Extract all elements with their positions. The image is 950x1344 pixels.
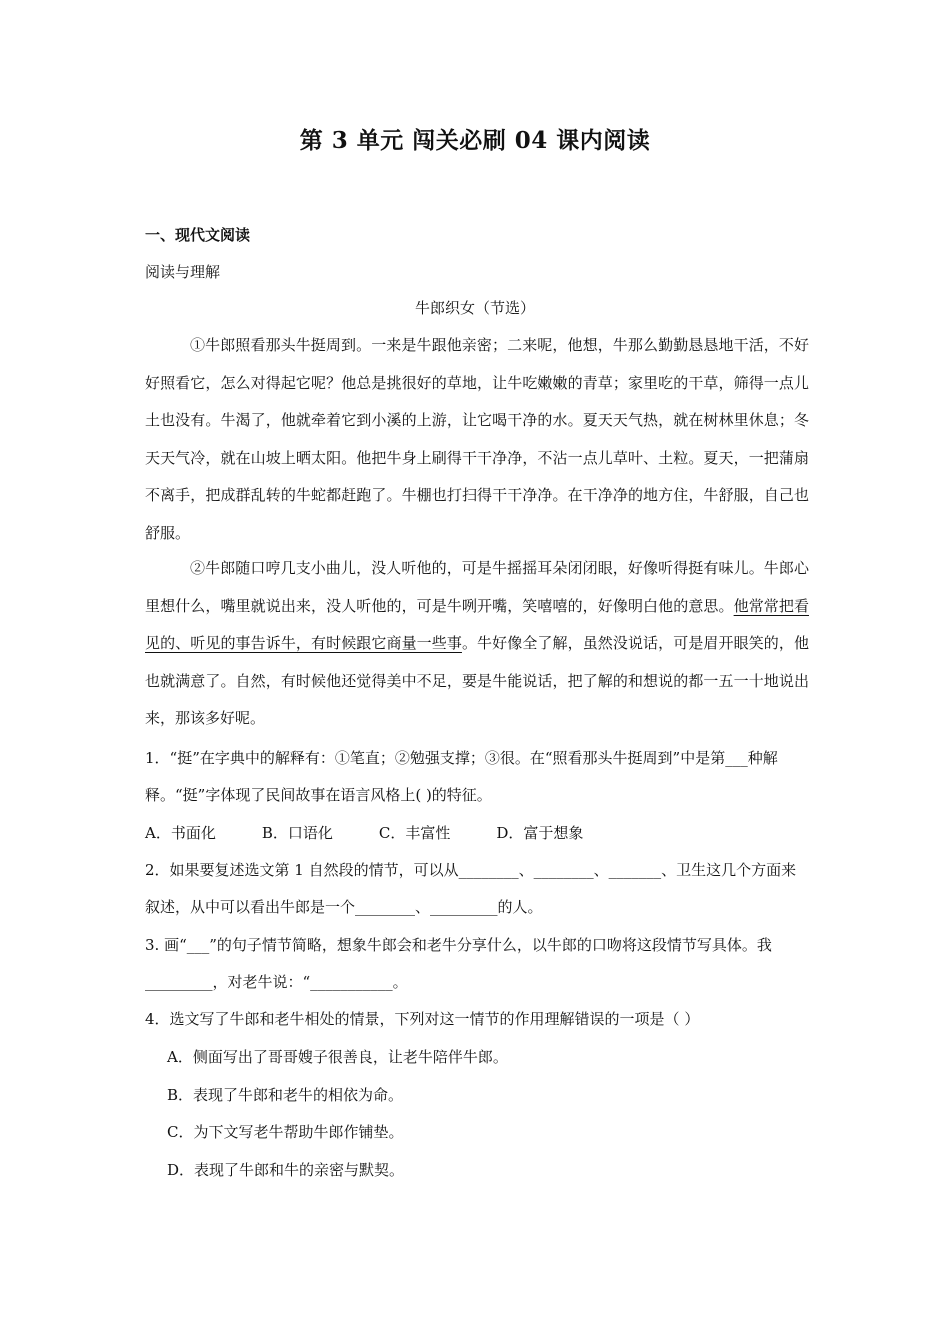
underlined-sentence: 他常常把看见的、听见的事告诉牛，有时候跟它商量一些事 xyxy=(145,596,809,652)
paragraph-2-text-end: 。牛好像全了解，虽然没说话，可是眉开眼笑的，他也就满意了。自然，有时候他还觉得美中不足，要是牛能说话，把了解的和想说的都一五一十地说出来，那该多好呢。 xyxy=(145,634,809,727)
q1-option-b: B．口语化 xyxy=(261,824,333,842)
paragraph-2-text-start: ②牛郎随口哼几支小曲儿，没人听他的，可是牛摇摇耳朵闭闭眼，好像听得挺有味儿。牛郎心里想什么，嘴里就说出来，没人听他的，可是牛咧开嘴，笑嘻嘻的，好像明白他的意思。 xyxy=(145,559,809,615)
passage-paragraph-1: ①牛郎照看那头牛挺周到。一来是牛跟他亲密；二来呢，他想，牛那么勤勤恳恳地干活，不好好照看它，怎么对得起它呢？他总是挑很好的草地，让牛吃嫩嫩的青草；家里吃的干草，筛得一点儿土也没有。牛渴了，他就牵着它到小溪的上游，让它喝干净的水。夏天天气热，就在树林里休息；冬天天气冷，就在山坡上晒太阳。他把牛身上刷得干干净净，不沾一点儿草叶、土粒。夏天，一把蒲扇不离手，把成群乱转的牛蛇都赶跑了。牛棚也打扫得干干净净。在干净净的地方住，牛舒服，自己也舒服。 xyxy=(145,336,809,542)
q1-option-c: C．丰富性 xyxy=(378,824,451,842)
section-heading: 一、现代文阅读 xyxy=(145,226,251,244)
page-title: 第 3 单元 闯关必刷 04 课内阅读 xyxy=(299,127,651,154)
question-2: 2．如果要复述选文第 1 自然段的情节，可以从________、________、_______、卫生这几个方面来叙述，从中可以看出牛郎是一个________、_________的人。 xyxy=(145,861,797,916)
question-4: 4．选文写了牛郎和老牛相处的情景，下列对这一情节的作用理解错误的一项是（ ） xyxy=(145,1010,700,1028)
q4-option-c: C．为下文写老牛帮助牛郎作铺垫。 xyxy=(167,1123,404,1141)
question-1-options xyxy=(145,815,809,852)
q4-option-a: A．侧面写出了哥哥嫂子很善良，让老牛陪伴牛郎。 xyxy=(167,1048,508,1066)
passage-paragraph-2 xyxy=(145,550,809,738)
subheading: 阅读与理解 xyxy=(145,263,221,281)
passage-title: 牛郎织女（节选） xyxy=(414,299,535,317)
q4-option-d: D．表现了牛郎和牛的亲密与默契。 xyxy=(167,1161,405,1179)
q1-option-a: A．书面化 xyxy=(145,824,216,842)
q1-option-d: D．富于想象 xyxy=(496,824,584,842)
question-1: 1．“挺”在字典中的解释有：①笔直；②勉强支撑；③很。在“照看那头牛挺周到”中是第___种解释。“挺”字体现了民间故事在语言风格上( )的特征。 xyxy=(145,749,778,804)
question-3: 3. 画“___”的句子情节简略，想象牛郎会和老牛分享什么，以牛郎的口吻将这段情节写具体。我_________，对老牛说：“___________。 xyxy=(145,936,772,991)
q4-option-b: B．表现了牛郎和老牛的相依为命。 xyxy=(167,1086,404,1104)
